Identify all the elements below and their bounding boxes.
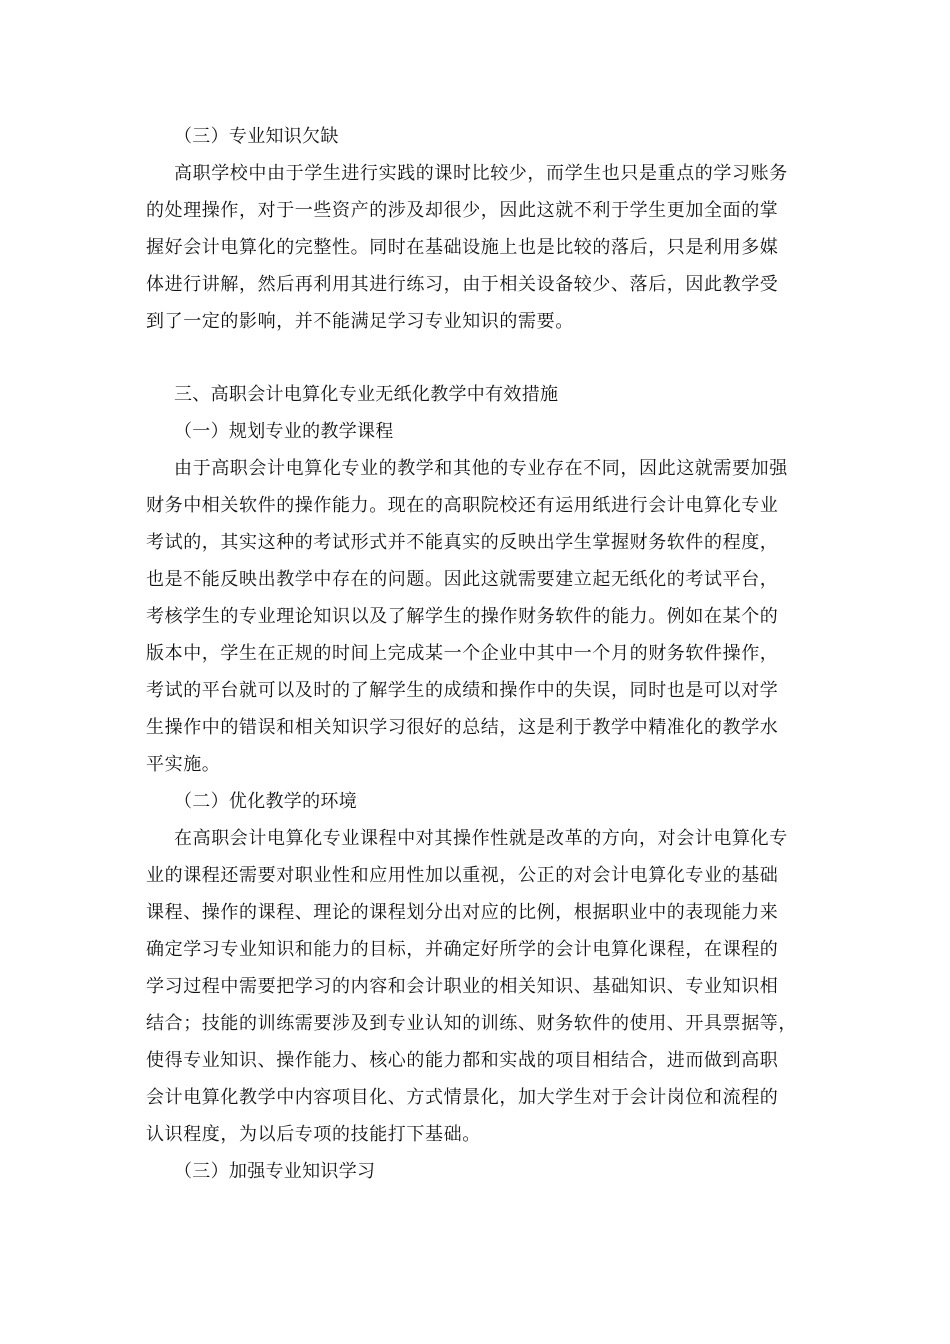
paragraph-line: 高职学校中由于学生进行实践的课时比较少，而学生也只是重点的学习账务 (174, 163, 788, 184)
paragraph-line: 确定学习专业知识和能力的目标，并确定好所学的会计电算化课程，在课程的 (146, 939, 779, 960)
subheading-optimize-environment: （二）优化教学的环境 (174, 791, 357, 812)
paragraph-line: 体进行讲解，然后再利用其进行练习，由于相关设备较少、落后，因此教学受 (146, 274, 779, 295)
paragraph-line: 使得专业知识、操作能力、核心的能力都和实战的项目相结合，进而做到高职 (146, 1050, 779, 1071)
paragraph-line: 学习过程中需要把学习的内容和会计职业的相关知识、基础知识、专业知识相 (146, 976, 779, 997)
paragraph-line: 考试的平台就可以及时的了解学生的成绩和操作中的失误，同时也是可以对学 (146, 680, 779, 701)
paragraph-line: 平实施。 (146, 754, 221, 775)
paragraph-line: 在高职会计电算化专业课程中对其操作性就是改革的方向，对会计电算化专 (174, 828, 788, 849)
paragraph-line: 版本中，学生在正规的时间上完成某一个企业中其中一个月的财务软件操作， (146, 643, 779, 664)
paragraph-line: 课程、操作的课程、理论的课程划分出对应的比例，根据职业中的表现能力来 (146, 902, 779, 923)
chapter-heading-measures: 三、高职会计电算化专业无纸化教学中有效措施 (174, 384, 559, 405)
section-heading-lack-of-knowledge: （三）专业知识欠缺 (174, 126, 339, 147)
paragraph-line: 握好会计电算化的完整性。同时在基础设施上也是比较的落后，只是利用多媒 (146, 237, 779, 258)
paragraph-line: 生操作中的错误和相关知识学习很好的总结，这是利于教学中精准化的教学水 (146, 717, 779, 738)
paragraph-optimize-environment (146, 820, 808, 1153)
paragraph-line: 财务中相关软件的操作能力。现在的高职院校还有运用纸进行会计电算化专业 (146, 495, 779, 516)
paragraph-line: 结合；技能的训练需要涉及到专业认知的训练、财务软件的使用、开具票据等， (146, 1013, 797, 1034)
paragraph-line: 业的课程还需要对职业性和应用性加以重视，公正的对会计电算化专业的基础 (146, 865, 779, 886)
paragraph-line: 考核学生的专业理论知识以及了解学生的操作财务软件的能力。例如在某个的 (146, 606, 779, 627)
paragraph-line: 也是不能反映出教学中存在的问题。因此这就需要建立起无纸化的考试平台， (146, 569, 779, 590)
paragraph-line: 考试的，其实这种的考试形式并不能真实的反映出学生掌握财务软件的程度， (146, 532, 779, 553)
document-body (146, 118, 808, 1190)
paragraph-line: 的处理操作，对于一些资产的涉及却很少，因此这就不利于学生更加全面的掌 (146, 200, 779, 221)
paragraph-line: 认识程度，为以后专项的技能打下基础。 (146, 1124, 481, 1145)
paragraph-line: 到了一定的影响，并不能满足学习专业知识的需要。 (146, 311, 574, 332)
subheading-strengthen-learning: （三）加强专业知识学习 (174, 1161, 376, 1182)
subheading-plan-curriculum: （一）规划专业的教学课程 (174, 421, 394, 442)
paragraph-line: 由于高职会计电算化专业的教学和其他的专业存在不同，因此这就需要加强 (174, 458, 788, 479)
paragraph-plan-curriculum (146, 450, 808, 783)
paragraph-lack-of-knowledge (146, 155, 808, 340)
paragraph-line: 会计电算化教学中内容项目化、方式情景化，加大学生对于会计岗位和流程的 (146, 1087, 779, 1108)
